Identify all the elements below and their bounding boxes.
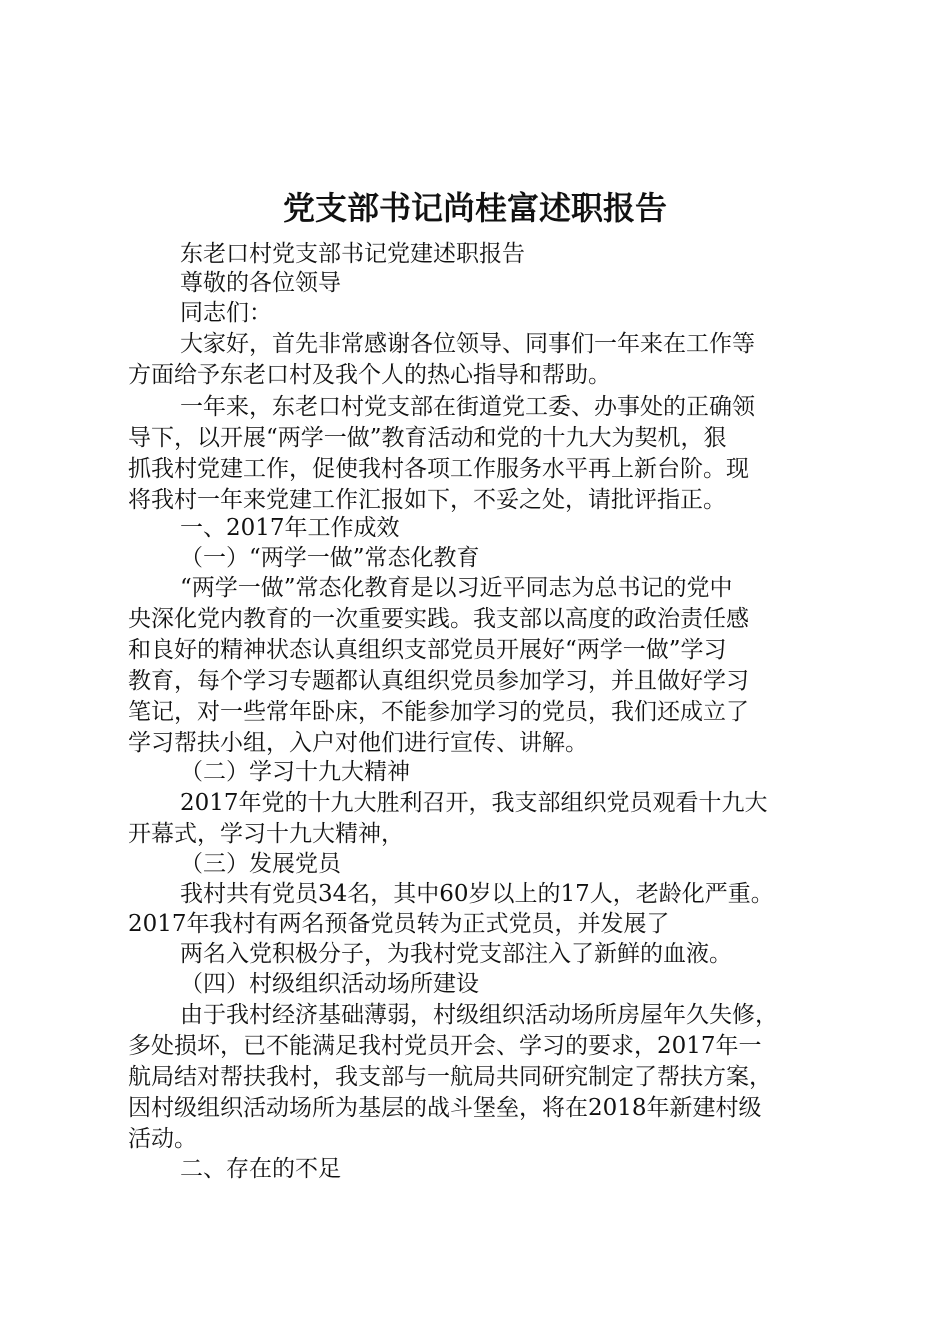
paragraph-line: 2017年党的十九大胜利召开，我支部组织党员观看十九大 [180,790,768,816]
subsection-heading: （二）学习十九大精神 [180,759,410,785]
salutation-line: 尊敬的各位领导 [180,270,341,296]
subsection-heading: （四）村级组织活动场所建设 [180,971,479,997]
report-subtitle: 东老口村党支部书记党建述职报告 [180,241,525,267]
subsection-heading: （三）发展党员 [180,851,341,877]
paragraph-line: 我村共有党员34名，其中60岁以上的17人，老龄化严重。 [180,881,774,907]
paragraph-line: 航局结对帮扶我村，我支部与一航局共同研究制定了帮扶方案， [128,1064,772,1090]
paragraph-line: 将我村一年来党建工作汇报如下，不妥之处，请批评指正。 [128,487,726,513]
paragraph-line: 开幕式，学习十九大精神， [128,821,404,847]
paragraph-line: 学习帮扶小组，入户对他们进行宣传、讲解。 [128,730,588,756]
paragraph-line: “两学一做”常态化教育是以习近平同志为总书记的党中 [180,575,733,601]
subsection-heading: （一）“两学一做”常态化教育 [180,545,480,571]
salutation-line: 同志们： [180,300,272,326]
paragraph-line: 多处损坏，已不能满足我村党员开会、学习的要求，2017年一 [128,1033,762,1059]
paragraph-line: 大家好，首先非常感谢各位领导、同事们一年来在工作等 [180,331,755,357]
paragraph-line: 由于我村经济基础薄弱，村级组织活动场所房屋年久失修， [180,1002,778,1028]
paragraph-line: 教育，每个学习专题都认真组织党员参加学习，并且做好学习 [128,668,749,694]
paragraph-line: 一年来，东老口村党支部在街道党工委、办事处的正确领 [180,394,755,420]
paragraph-line: 两名入党积极分子，为我村党支部注入了新鲜的血液。 [180,941,732,967]
paragraph-line: 因村级组织活动场所为基层的战斗堡垒，将在2018年新建村级 [128,1095,762,1121]
paragraph-line: 导下，以开展“两学一做”教育活动和党的十九大为契机，狠 [128,425,727,451]
paragraph-line: 2017年我村有两名预备党员转为正式党员，并发展了 [128,911,670,937]
section-heading: 二、存在的不足 [180,1156,341,1182]
paragraph-line: 笔记，对一些常年卧床，不能参加学习的党员，我们还成立了 [128,699,749,725]
paragraph-line: 和良好的精神状态认真组织支部党员开展好“两学一做”学习 [128,637,727,663]
paragraph-line: 央深化党内教育的一次重要实践。我支部以高度的政治责任感 [128,606,749,632]
paragraph-line: 抓我村党建工作，促使我村各项工作服务水平再上新台阶。现 [128,456,749,482]
document-title: 党支部书记尚桂富述职报告 [282,189,667,227]
paragraph-line: 方面给予东老口村及我个人的热心指导和帮助。 [128,362,611,388]
section-heading: 一、2017年工作成效 [180,515,400,541]
paragraph-line: 活动。 [128,1126,197,1152]
